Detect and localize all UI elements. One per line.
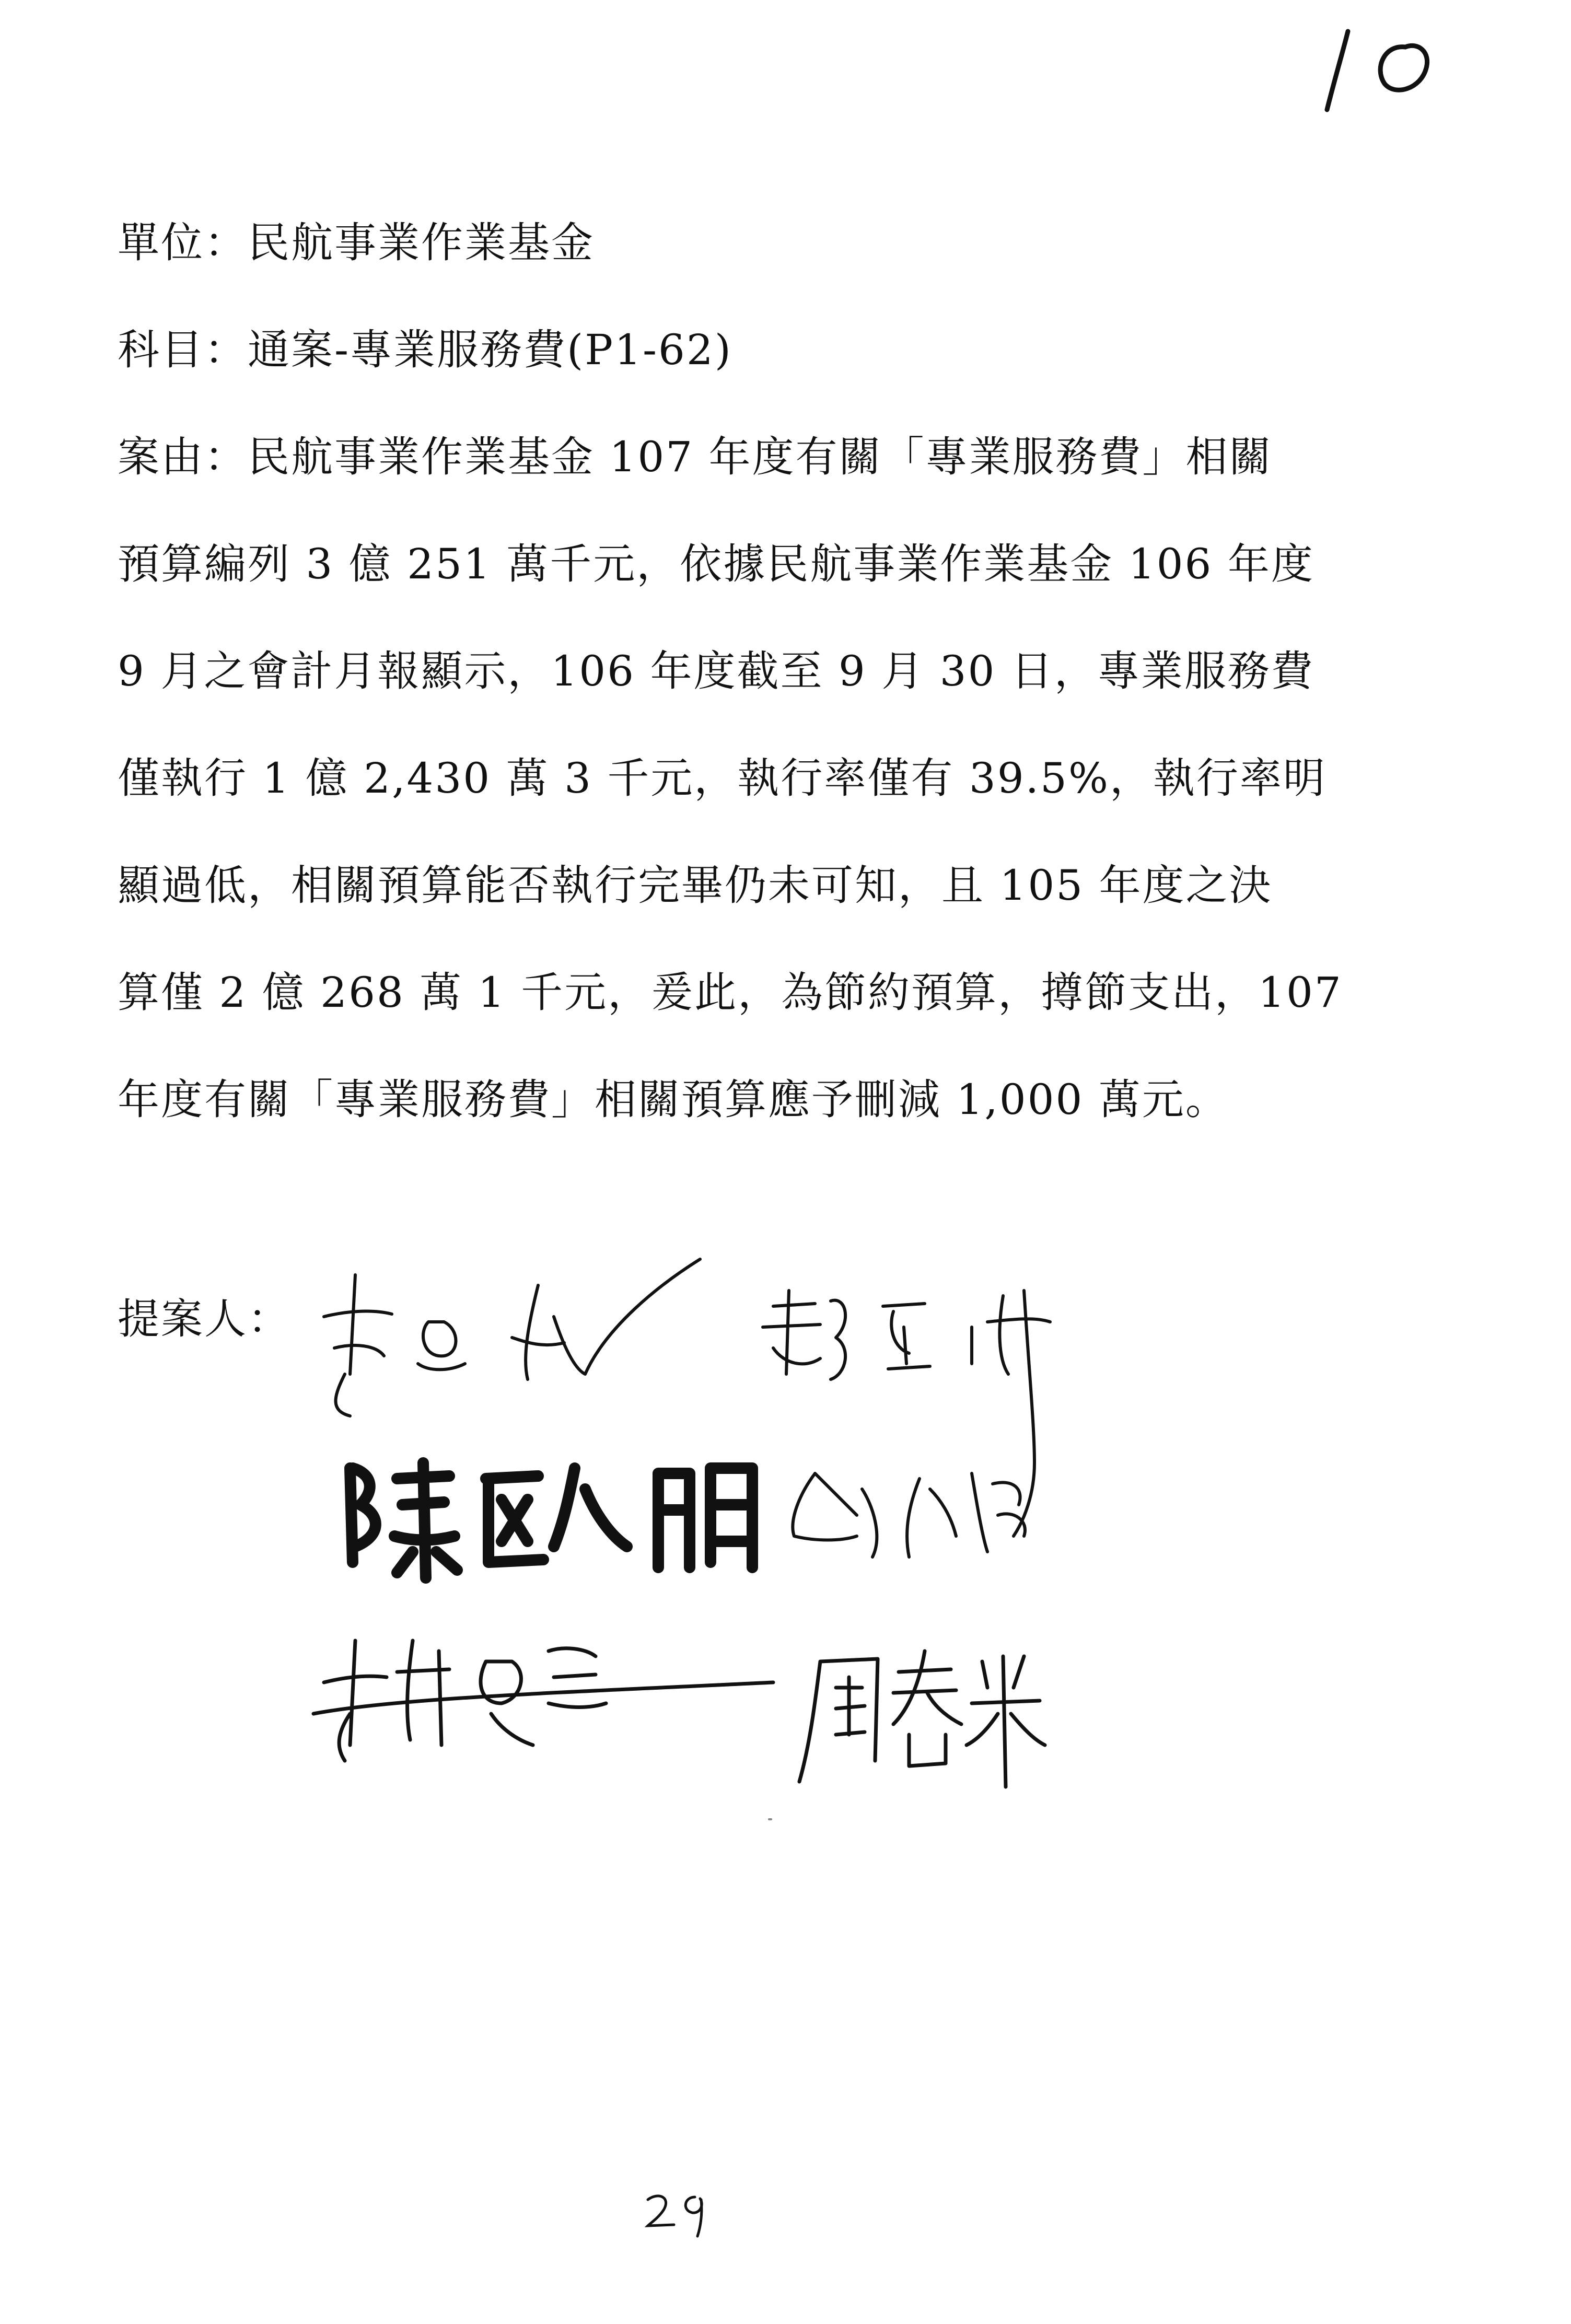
proposer-label: 提案人： [118, 1295, 291, 1343]
case-line: 年度有關「專業服務費」相關預算應予刪減 1,000 萬元。 [118, 1075, 1229, 1124]
case-line [118, 423, 1361, 491]
case-line: 預算編列 3 億 251 萬千元，依據民航事業作業基金 106 年度 [118, 540, 1314, 588]
case-text: 民航事業作業基金 107 年度有關「專業服務費」相關 [248, 433, 1273, 481]
subject-value: 通案-專業服務費(P1-62) [248, 326, 733, 374]
case-line: 僅執行 1 億 2,430 萬 3 千元，執行率僅有 39.5%，執行率明 [118, 754, 1326, 803]
subject-field [118, 316, 1361, 384]
case-line: 算僅 2 億 268 萬 1 千元，爰此，為節約預算，撙節支出，107 [118, 968, 1343, 1017]
signature-4 [793, 1473, 1025, 1557]
signature-5 [313, 1641, 773, 1761]
handwritten-footer-number [637, 2184, 721, 2241]
proposer-signatures [293, 1244, 1181, 1818]
unit-label: 單位： [118, 218, 248, 267]
scan-speck [768, 1818, 772, 1820]
unit-field [118, 209, 1361, 277]
case-line: 顯過低，相關預算能否執行完畢仍未可知，且 105 年度之決 [118, 861, 1273, 910]
unit-value: 民航事業作業基金 [248, 218, 595, 267]
signature-1 [324, 1259, 700, 1416]
handwritten-page-number [1306, 10, 1463, 125]
case-line: 9 月之會計月報顯示，106 年度截至 9 月 30 日，專業服務費 [118, 647, 1314, 695]
document-body [118, 209, 1361, 1173]
signature-3 [350, 1463, 752, 1578]
subject-label: 科目： [118, 326, 248, 374]
case-label: 案由： [118, 433, 248, 481]
signature-6 [799, 1651, 1045, 1787]
signature-2 [763, 1291, 1050, 1536]
